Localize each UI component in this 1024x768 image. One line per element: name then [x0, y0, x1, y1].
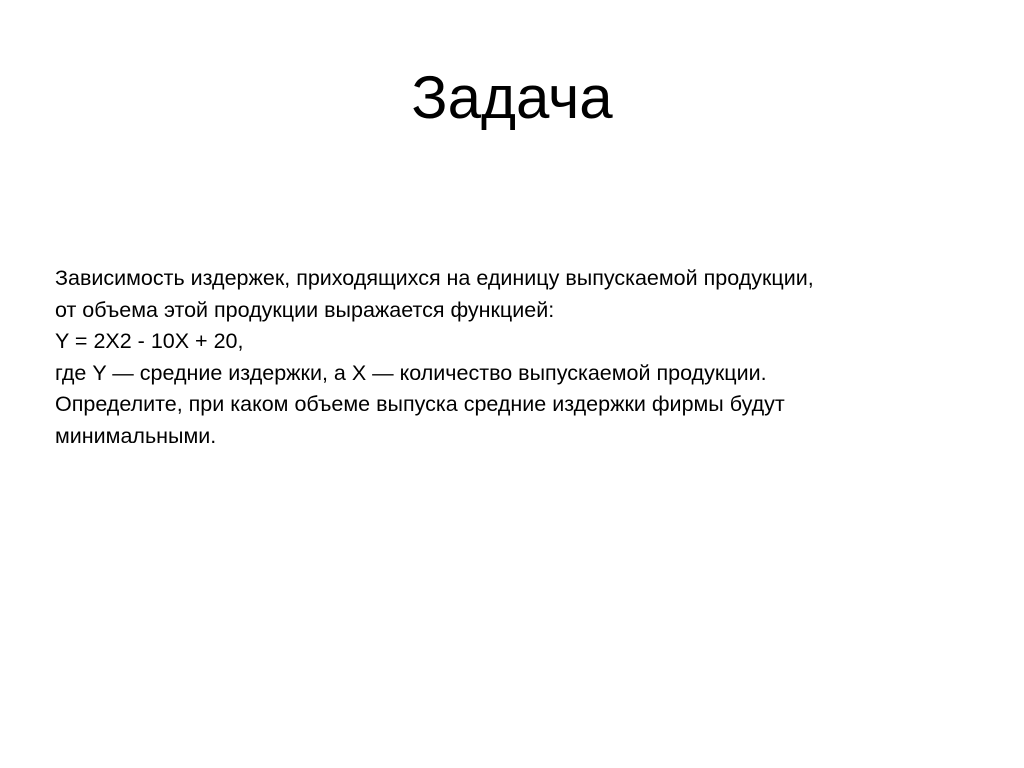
- question-line: минимальными.: [55, 423, 217, 448]
- formula-line: Y = 2X2 - 10X + 20,: [55, 329, 244, 354]
- problem-line: где Y — средние издержки, а X — количество выпускаемой продукции.: [55, 360, 767, 385]
- slide-title: Задача: [411, 64, 613, 131]
- question-line: Определите, при каком объеме выпуска средние издержки фирмы будут: [55, 392, 785, 417]
- problem-line: Зависимость издержек, приходящихся на единицу выпускаемой продукции,: [55, 266, 814, 290]
- problem-line: от объема этой продукции выражается функцией:: [55, 297, 555, 322]
- problem-text: [55, 263, 995, 453]
